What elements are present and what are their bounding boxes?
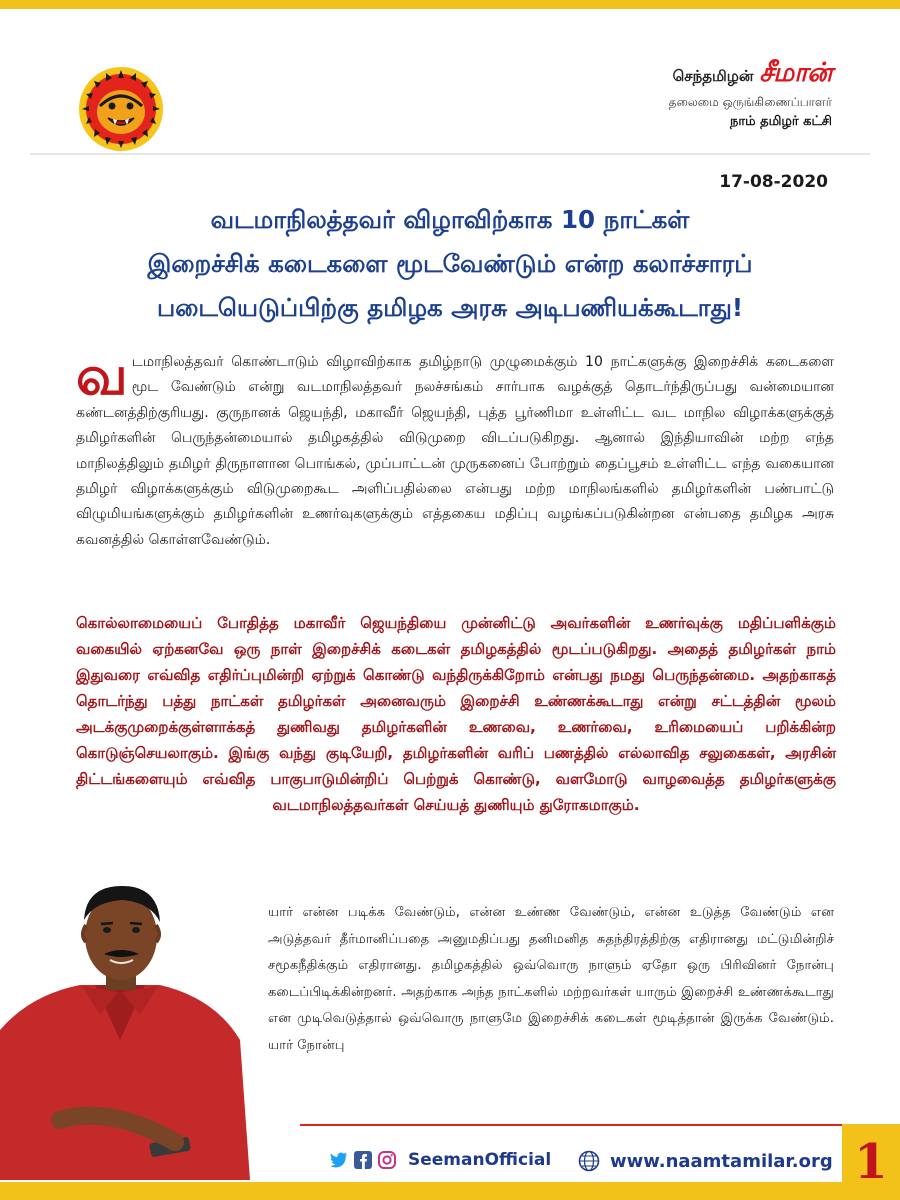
- website-link: [578, 1150, 833, 1172]
- social-handle[interactable]: SeemanOfficial: [408, 1150, 552, 1170]
- paragraph-1: [76, 343, 834, 553]
- headline-line-3: படையெடுப்பிற்கு தமிழக அரசு அடிபணியக்கூடாது!: [156, 293, 744, 322]
- header-divider: [30, 153, 870, 155]
- page-number: 1: [854, 1134, 888, 1190]
- social-links: [330, 1150, 551, 1170]
- page-number-box: [842, 1124, 900, 1200]
- statement-date: 17-08-2020: [719, 172, 828, 192]
- headline-line-2: இறைச்சிக் கடைகளை மூடவேண்டும் என்ற கலாச்சாரப்: [147, 249, 753, 278]
- brand-line: [512, 58, 832, 91]
- facebook-icon[interactable]: [354, 1151, 372, 1169]
- paragraph-2-emphasis: கொல்லாமையைப் போதித்த மகாவீர் ஜெயந்தியை முன்னிட்டு அவர்களின் உணர்வுக்கு மதிப்பளிக்கும் வகையில் ஏற்கனவே ஒரு நாள் இறைச்சிக் கடைகள் தமிழகத்தில் மூடப்படுகிறது. அதைத் தமிழர்கள் நாம் இதுவரை எவ்வித எதிர்ப்புமின்றி ஏற்றுக் கொண்டு வந்திருக்கிறோம் என்பது நமது பெருந்தன்மை. அதற்காகத் தொடர்ந்து பத்து நாட்கள் தமிழர்கள் அனைவரும் இறைச்சி உண்ணக்கூடாது என்று சட்டத்தின் மூலம் அடக்குமுறைக்குள்ளாக்கத் துணிவது தமிழர்களின் உணவை, உணர்வை, உரிமையைப் பறிக்கின்ற கொடுஞ்செயலாகும். இங்கு வந்து குடியேறி, தமிழர்களின் வரிப் பணத்தில் எல்லாவித சலுகைகள், அரசின் திட்டங்களையும் எவ்வித பாகுபாடுமின்றிப் பெற்றுக் கொண்டு, வளமோடு வாழவைத்த தமிழர்களுக்கு வடமாநிலத்தவர்கள் செய்யத் துணியும் துரோகமாகும்.: [76, 614, 836, 814]
- drop-cap: வ: [76, 343, 128, 407]
- twitter-icon[interactable]: [330, 1151, 348, 1169]
- header-party: நாம் தமிழர் கட்சி: [729, 114, 832, 129]
- header-role: தலைமை ஒருங்கிணைப்பாளர்: [668, 95, 832, 109]
- footer-yellow-band: [0, 1182, 900, 1200]
- top-yellow-band: [0, 0, 900, 9]
- globe-icon: [578, 1150, 600, 1172]
- brand-name: சீமான்: [759, 58, 832, 88]
- headline: [60, 198, 840, 330]
- website-url[interactable]: www.naamtamilar.org: [610, 1150, 833, 1172]
- headline-line-1: வடமாநிலத்தவர் விழாவிற்காக 10 நாட்கள்: [210, 205, 690, 234]
- header-block: [512, 58, 832, 130]
- paragraph-3: யார் என்ன படிக்க வேண்டும், என்ன உண்ண வேண்டும், என்ன உடுத்த வேண்டும் என அடுத்தவர் தீர்மானிப்பதை அனுமதிப்பது தனிமனித சுதந்திரத்திற்கு எதிரானது மட்டுமின்றிச் சமூகநீதிக்கும் எதிரானது. தமிழகத்தில் ஒவ்வொரு நாளும் ஏதோ ஒரு பிரிவினர் நோன்பு கடைப்பிடிக்கின்றனர். அதற்காக அந்த நாட்களில் மற்றவர்கள் யாரும் இறைச்சி உண்ணக்கூடாது என முடிவெடுத்தால் ஒவ்வொரு நாளுமே இறைச்சிக் கடைகள் மூடித்தான் இருக்க வேண்டும். யார் நோன்பு: [268, 905, 834, 1053]
- brand-prefix: செந்தமிழன்: [672, 67, 754, 85]
- paragraph-1-text: டமாநிலத்தவர் கொண்டாடும் விழாவிற்காக தமிழ்நாடு முழுமைக்கும் 10 நாட்களுக்கு இறைச்சிக் கடைகளை மூட வேண்டும் என்று வடமாநிலத்தவர் நலச்சங்கம் சார்பாக வழக்குத் தொடர்ந்திருப்பது வன்மையான கண்டனத்திற்குரியது. குருநானக் ஜெயந்தி, மகாவீர் ஜெயந்தி, புத்த பூர்ணிமா உள்ளிட்ட வட மாநில விழாக்களுக்குத் தமிழர்களின் பெருந்தன்மையால் தமிழகத்தில் விடுமுறை விடப்படுகிறது. ஆனால் இந்தியாவின் மற்ற எந்த மாநிலத்திலும் தமிழர் திருநாளான பொங்கல், முப்பாட்டன் முருகனைப் போற்றும் தைப்பூசம் உள்ளிட்ட எந்த வகையான தமிழர் விழாக்களுக்கும் விடுமுறைகூட அளிப்பதில்லை என்பது மற்ற மாநிலங்களில் தமிழர்களின் பண்பாட்டு விழுமியங்களுக்கும் தமிழர்களின் உணர்வுகளுக்கும் எத்தகைய மதிப்பு வழங்கப்படுகின்றன என்பதை தமிழக அரசு கவனத்தில் கொள்ளவேண்டும்.: [76, 354, 834, 548]
- speaker-portrait: [0, 880, 250, 1180]
- instagram-icon[interactable]: [378, 1151, 396, 1169]
- footer-rule: [300, 1124, 842, 1126]
- party-logo-icon: [78, 66, 164, 152]
